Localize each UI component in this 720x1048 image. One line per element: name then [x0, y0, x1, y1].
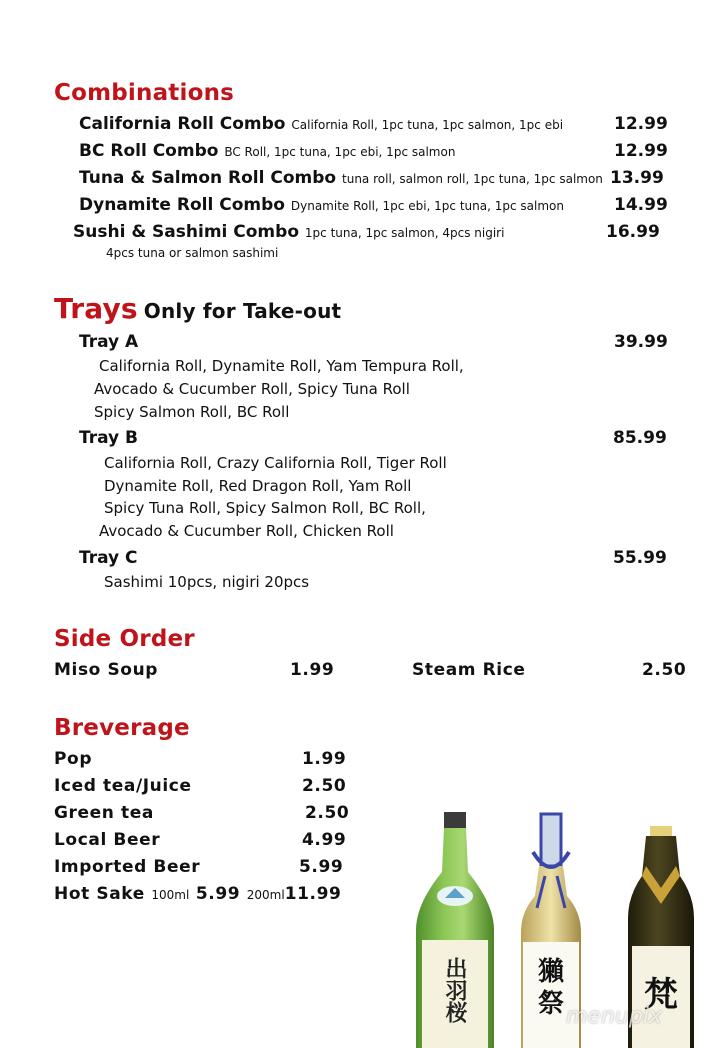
item-price: 13.99: [610, 168, 664, 188]
tray-price: 39.99: [614, 332, 668, 352]
tray-line: Dynamite Roll, Red Dragon Roll, Yam Roll: [104, 477, 412, 495]
item-name: BC Roll Combo: [79, 141, 219, 161]
beverage-price: 2.50: [305, 803, 350, 823]
watermark-logo: menupix: [566, 1004, 662, 1029]
item-desc: Dynamite Roll, 1pc ebi, 1pc tuna, 1pc salmon: [290, 199, 564, 213]
tray-line: Spicy Tuna Roll, Spicy Salmon Roll, BC Roll,: [104, 499, 426, 517]
tray-line: Avocado & Cucumber Roll, Chicken Roll: [99, 522, 394, 540]
item-desc: 1pc tuna, 1pc salmon, 4pcs nigiri: [304, 226, 505, 240]
tray-price: 85.99: [613, 428, 667, 448]
beverage-price: 5.99: [195, 884, 241, 904]
side-item-name: Miso Soup: [54, 660, 159, 680]
side-item-price: 1.99: [290, 660, 335, 680]
svg-text:獺: 獺: [537, 957, 565, 987]
svg-text:出羽桜: 出羽桜: [442, 957, 468, 1023]
beverage-price: 5.99: [299, 857, 344, 877]
trays-subtitle: Only for Take-out: [143, 299, 342, 323]
tray-price: 55.99: [613, 548, 667, 568]
trays-title: Trays: [54, 292, 138, 325]
beverage-name: Local Beer: [54, 830, 161, 850]
item-name: Tuna & Salmon Roll Combo: [79, 168, 337, 188]
beverage-price: 11.99: [284, 884, 342, 904]
item-price: 12.99: [614, 141, 668, 161]
tray-name: Tray C: [79, 548, 138, 568]
menu-item: [79, 168, 603, 188]
beverage-price: 1.99: [302, 749, 347, 769]
item-extra: 4pcs tuna or salmon sashimi: [106, 246, 279, 260]
tray-line: Sashimi 10pcs, nigiri 20pcs: [104, 573, 310, 591]
item-name: California Roll Combo: [79, 114, 286, 134]
beverage-name: Green tea: [54, 803, 154, 823]
svg-text:梵: 梵: [644, 975, 678, 1015]
section-title-beverage: Breverage: [54, 715, 190, 741]
item-desc: BC Roll, 1pc tuna, 1pc ebi, 1pc salmon: [224, 145, 456, 159]
section-title-trays: [54, 292, 341, 325]
menu-item: [79, 141, 455, 161]
item-price: 14.99: [614, 195, 668, 215]
item-name: Dynamite Roll Combo: [79, 195, 285, 215]
beverage-name: Imported Beer: [54, 857, 201, 877]
tray-line: Avocado & Cucumber Roll, Spicy Tuna Roll: [94, 380, 410, 398]
svg-text:祭: 祭: [537, 989, 565, 1019]
side-item-price: 2.50: [642, 660, 687, 680]
beverage-name: Pop: [54, 749, 93, 769]
tray-line: Spicy Salmon Roll, BC Roll: [94, 403, 290, 421]
tray-name: Tray B: [79, 428, 139, 448]
item-price: 12.99: [614, 114, 668, 134]
hot-sake-size: 200ml: [246, 888, 285, 902]
tray-line: California Roll, Dynamite Roll, Yam Tempura Roll,: [99, 357, 464, 375]
hot-sake-size: 100ml: [151, 888, 190, 902]
beverage-name: Iced tea/Juice: [54, 776, 192, 796]
section-title-combinations: Combinations: [54, 80, 235, 106]
section-title-side-order: Side Order: [54, 626, 195, 652]
item-price: 16.99: [606, 222, 660, 242]
beverage-name: Hot Sake: [54, 884, 145, 904]
item-name: Sushi & Sashimi Combo: [73, 222, 299, 242]
menu-item: [73, 222, 504, 242]
tray-line: California Roll, Crazy California Roll, Tiger Roll: [104, 454, 447, 472]
menu-item: [79, 195, 564, 215]
item-desc: tuna roll, salmon roll, 1pc tuna, 1pc salmon: [342, 172, 603, 186]
item-desc: California Roll, 1pc tuna, 1pc salmon, 1pc ebi: [291, 118, 564, 132]
side-item-name: Steam Rice: [412, 660, 526, 680]
beverage-price: 2.50: [302, 776, 347, 796]
sake-bottle-green: [414, 812, 496, 1048]
tray-name: Tray A: [79, 332, 139, 352]
beverage-price: 4.99: [302, 830, 347, 850]
hot-sake-row: [54, 884, 341, 904]
menu-item: [79, 114, 563, 134]
